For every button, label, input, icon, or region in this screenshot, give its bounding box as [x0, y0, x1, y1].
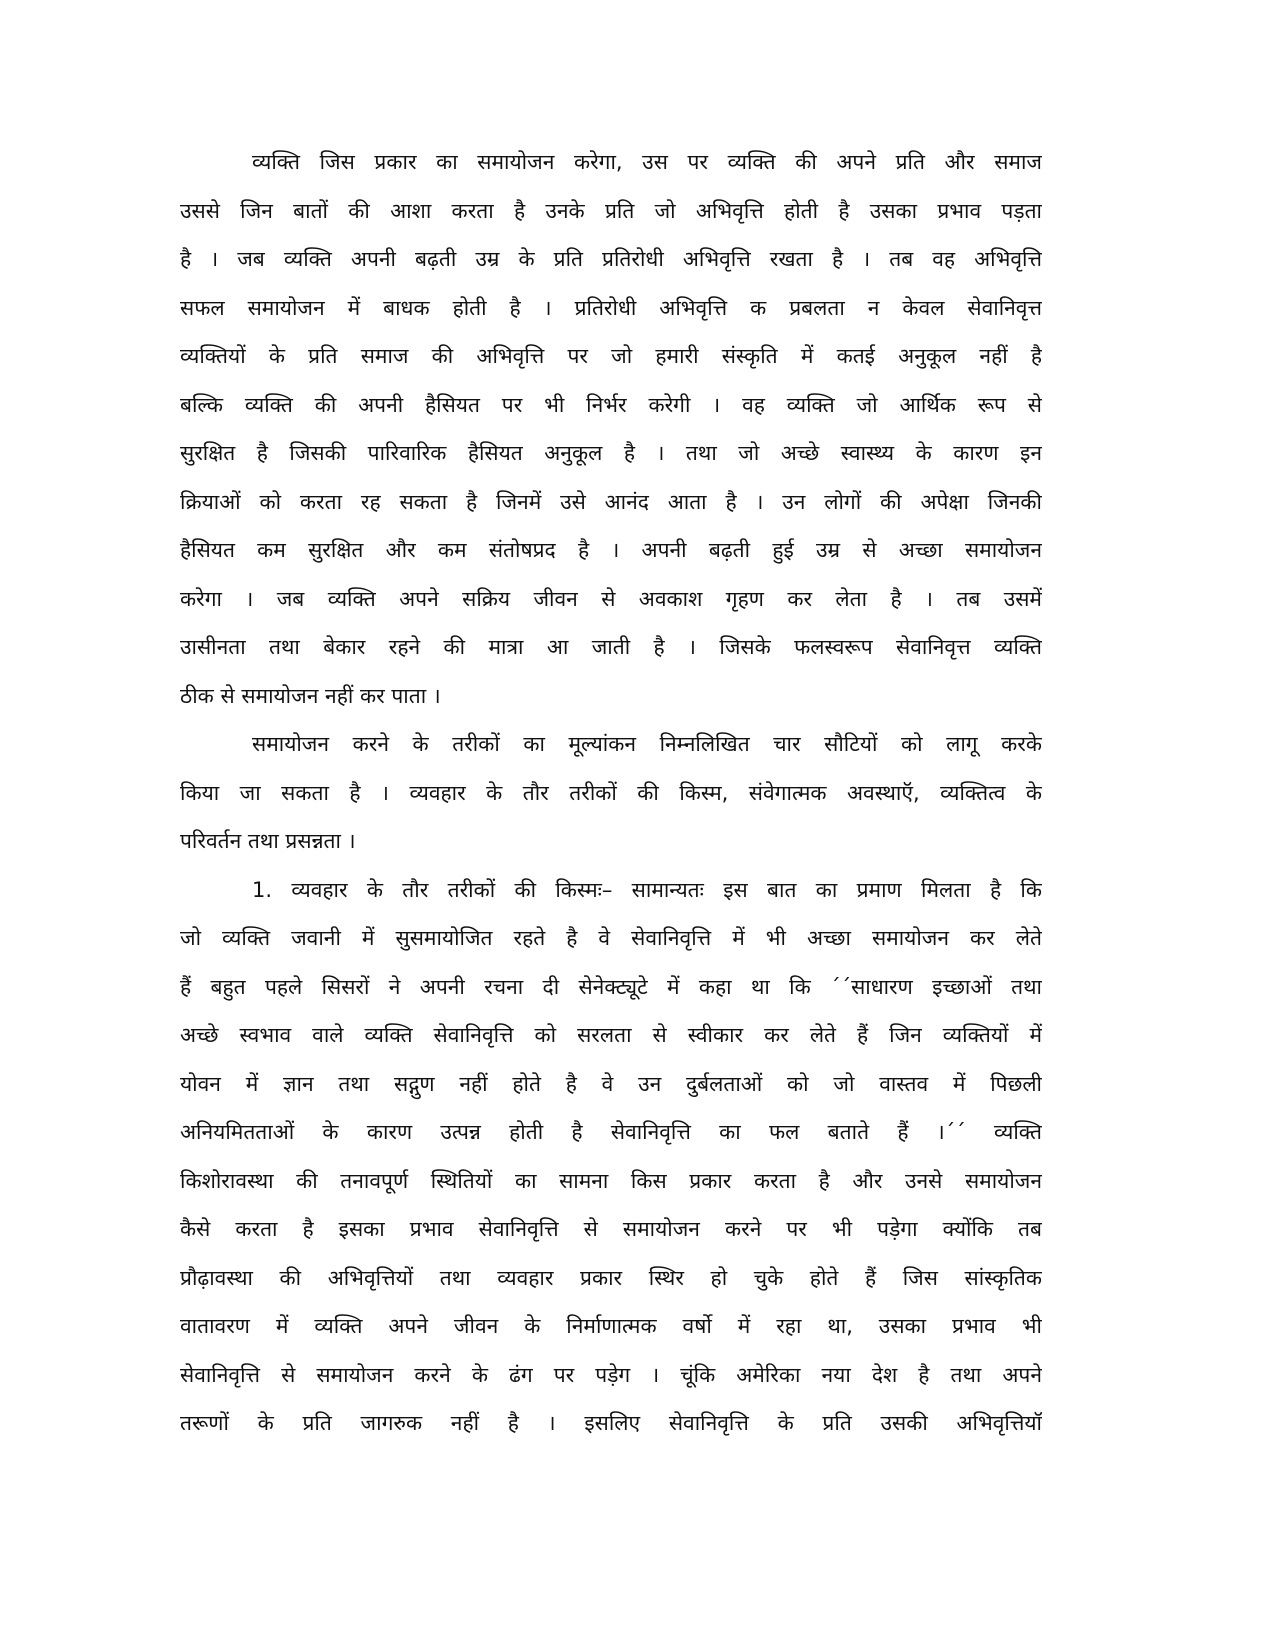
text-line: ठीक से समायोजन नहीं कर पाता । — [180, 683, 441, 708]
document-body — [180, 138, 1042, 1448]
text-line: सफल समायोजन में बाधक होती है । प्रतिरोधी अभिवृत्ति क प्रबलता न केवल सेवानिवृत्त — [180, 295, 1042, 320]
text-line: 1. व्यवहार के तौर तरीकों की किस्मः– सामान्यतः इस बात का प्रमाण मिलता है कि — [252, 877, 1042, 902]
text-line: परिवर्तन तथा प्रसन्नता । — [180, 829, 356, 853]
text-line: व्यक्ति जिस प्रकार का समायोजन करेगा, उस पर व्यक्ति की अपने प्रति और समाज — [252, 150, 1042, 174]
text-line: हैसियत कम सुरक्षित और कम संतोषप्रद है । अपनी बढ़ती हुई उम्र से अच्छा समायोजन — [180, 538, 1042, 562]
text-line: क्रियाओं को करता रह सकता है जिनमें उसे आनंद आता है । उन लोगों की अपेक्षा जिनकी — [180, 489, 1042, 514]
text-line: अच्छे स्वभाव वाले व्यक्ति सेवानिवृत्ति को सरलता से स्वीकार कर लेते हैं जिन व्यक्तियों में — [180, 1023, 1042, 1047]
text-line: करेगा । जब व्यक्ति अपने सक्रिय जीवन से अवकाश गृहण कर लेता है । तब उसमें — [180, 586, 1042, 611]
text-line: उासीनता तथा बेकार रहने की मात्रा आ जाती है । जिसके फलस्वरूप सेवानिवृत्त व्यक्ति — [180, 635, 1042, 659]
text-line: किया जा सकता है । व्यवहार के तौर तरीकों की किस्म, संवेगात्मक अवस्थाऍ, व्यक्तित्व के — [180, 780, 1042, 805]
text-line: है । जब व्यक्ति अपनी बढ़ती उम्र के प्रति प्रतिरोधी अभिवृत्ति रखता है । तब वह अभिवृत्ति — [180, 247, 1042, 271]
text-line: व्यक्तियों के प्रति समाज की अभिवृत्ति पर जो हमारी संस्कृति में कतई अनुकूल नहीं है — [180, 344, 1042, 368]
text-line: उससे जिन बातों की आशा करता है उनके प्रति जो अभिवृत्ति होती है उसका प्रभाव पड़ता — [180, 198, 1042, 223]
text-line: प्रौढ़ावस्था की अभिवृत्तियों तथा व्यवहार प्रकार स्थिर हो चुके होते हैं जिस सांस्कृतिक — [180, 1265, 1042, 1290]
text-line: जो व्यक्ति जवानी में सुसमायोजित रहते है वे सेवानिवृत्ति में भी अच्छा समायोजन कर लेते — [180, 926, 1042, 950]
text-line: किशोरावस्था की तनावपूर्ण स्थितियों का सामना किस प्रकार करता है और उनसे समायोजन — [180, 1168, 1042, 1193]
text-line: सुरक्षित है जिसकी पारिवारिक हैसियत अनुकूल है । तथा जो अच्छे स्वास्थ्य के कारण इन — [180, 441, 1042, 465]
text-line: बल्कि व्यक्ति की अपनी हैसियत पर भी निर्भर करेगी । वह व्यक्ति जो आर्थिक रूप से — [180, 392, 1042, 417]
text-line: वातावरण में व्यक्ति अपने जीवन के निर्माणात्मक वर्षो में रहा था, उसका प्रभाव भी — [180, 1314, 1042, 1338]
text-line: हैं बहुत पहले सिसरों ने अपनी रचना दी सेनेक्ट्यूटे में कहा था कि ´´साधारण इच्छाओं तथा — [180, 974, 1042, 999]
text-line: कैसे करता है इसका प्रभाव सेवानिवृत्ति से समायोजन करने पर भी पड़ेगा क्योंकि तब — [180, 1217, 1042, 1241]
text-line: योवन में ज्ञान तथा सद्गुण नहीं होते है वे उन दुर्बलताओं को जो वास्तव में पिछली — [180, 1071, 1042, 1096]
text-line: सेवानिवृत्ति से समायोजन करने के ढंग पर पड़ेग । चूंकि अमेरिका नया देश है तथा अपने — [180, 1362, 1042, 1387]
text-line: अनियमितताओं के कारण उत्पन्न होती है सेवानिवृत्ति का फल बताते हैं ।´´ व्यक्ति — [180, 1120, 1042, 1144]
text-line: तरूणों के प्रति जागरुक नहीं है । इसलिए सेवानिवृत्ति के प्रति उसकी अभिवृत्तियॉ — [180, 1411, 1042, 1435]
text-line: समायोजन करने के तरीकों का मूल्यांकन निम्नलिखित चार सौटियों को लागू करके — [252, 732, 1042, 756]
